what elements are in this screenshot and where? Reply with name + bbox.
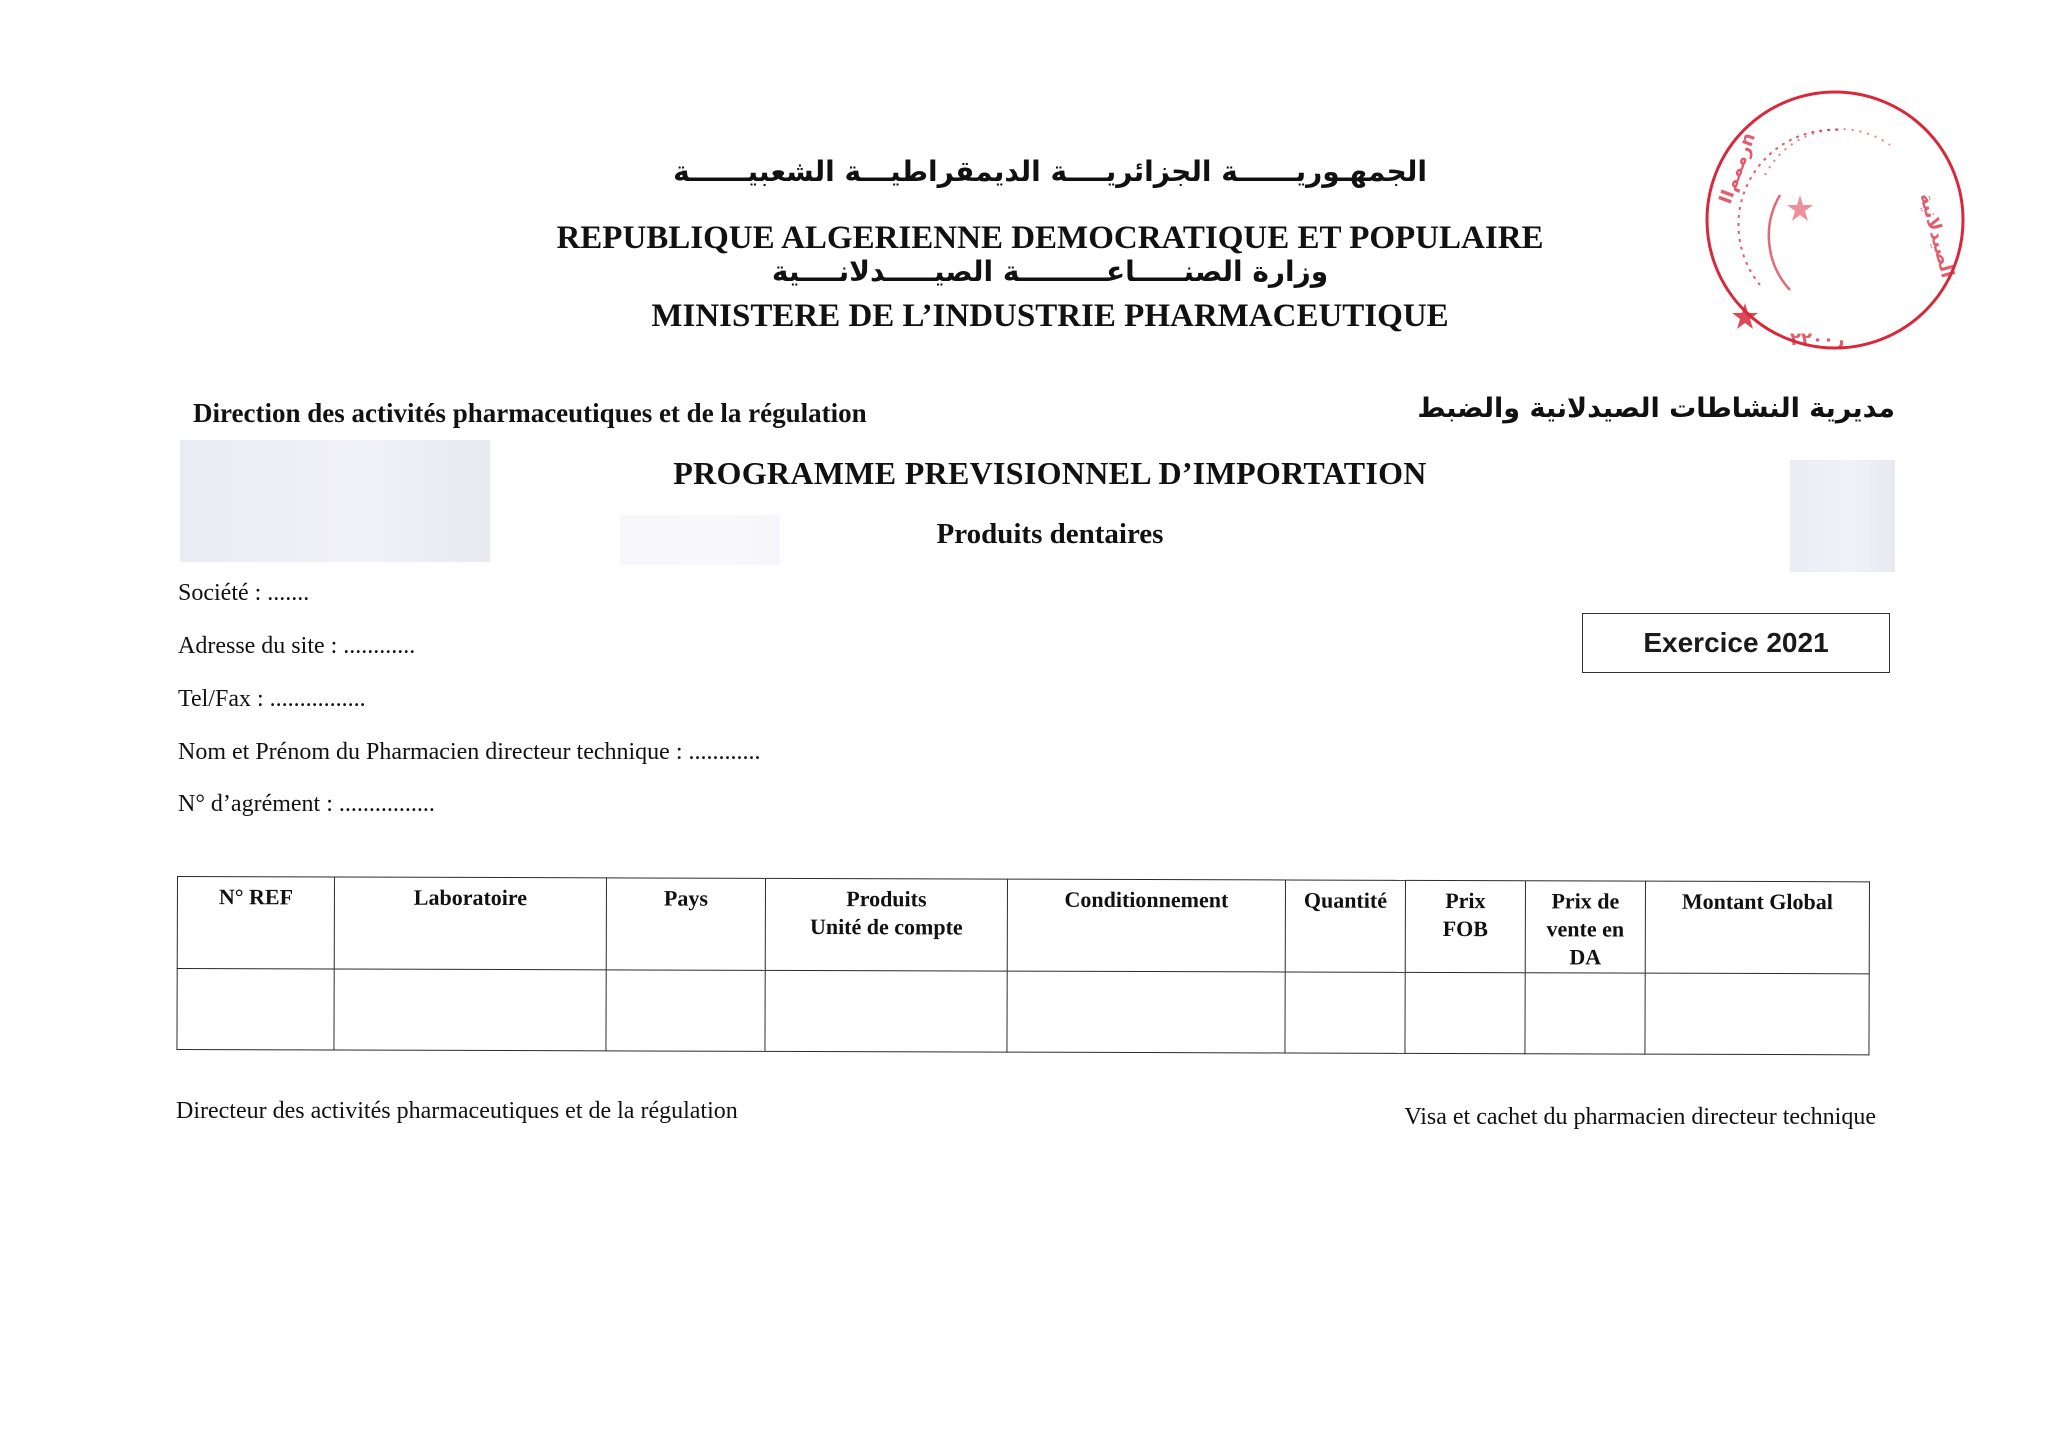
table-header-row <box>177 877 1869 974</box>
col-header-conditionnement: Conditionnement <box>1007 879 1285 972</box>
cell-prix-fob[interactable] <box>1405 972 1525 1053</box>
program-title: PROGRAMME PREVISIONNEL D’IMPORTATION <box>673 455 1427 491</box>
cell-montant[interactable] <box>1645 973 1869 1055</box>
field-pharmacien[interactable]: Nom et Prénom du Pharmacien directeur technique : ............ <box>178 739 761 765</box>
official-seal-icon <box>1690 85 1980 360</box>
scan-shading <box>1790 460 1895 572</box>
cell-laboratoire[interactable] <box>334 969 606 1051</box>
program-subtitle: Produits dentaires <box>936 518 1164 550</box>
svg-text:ر٢٢٠٠: ر٢٢٠٠ <box>1790 329 1845 350</box>
col-header-ref: N° REF <box>177 877 334 969</box>
direction-name: Direction des activités pharmaceutiques et de la régulation <box>193 398 867 428</box>
field-societe[interactable]: Société : ....... <box>178 580 310 606</box>
col-header-prix-fob: Prix FOB <box>1405 880 1525 972</box>
field-tel-fax[interactable]: Tel/Fax : ................ <box>178 686 366 712</box>
ministry-title: MINISTERE DE L’INDUSTRIE PHARMACEUTIQUE <box>651 298 1449 334</box>
ministry-title-arabic: وزارة الصنـــــاعـــــــــة الصيـــــدلانــــية <box>771 255 1329 288</box>
field-adresse[interactable]: Adresse du site : ............ <box>178 633 416 659</box>
col-header-montant: Montant Global <box>1645 881 1869 974</box>
direction-name-arabic: مديرية النشاطات الصيدلانية والضبط <box>1417 393 1895 424</box>
svg-text:الصيدلانية: الصيدلانية <box>1915 190 1958 281</box>
scan-shading <box>180 440 490 562</box>
col-header-pays: Pays <box>606 878 765 970</box>
field-agrement[interactable]: N° d’agrément : ................ <box>178 791 435 817</box>
cell-prix-vente[interactable] <box>1525 973 1645 1054</box>
cell-quantite[interactable] <box>1285 972 1405 1053</box>
col-header-laboratoire: Laboratoire <box>334 877 606 970</box>
table-row <box>177 969 1869 1055</box>
cell-pays[interactable] <box>606 970 765 1051</box>
col-header-produits: Produits Unité de compte <box>765 878 1007 971</box>
republic-title: REPUBLIQUE ALGERIENNE DEMOCRATIQUE ET POPULAIRE <box>556 220 1544 256</box>
svg-text:IIرمممn: IIرمممn <box>1714 130 1760 207</box>
cell-ref[interactable] <box>177 969 334 1050</box>
import-table <box>176 876 1870 1055</box>
col-header-quantite: Quantité <box>1285 880 1405 972</box>
signature-pharmacist: Visa et cachet du pharmacien directeur technique <box>1404 1104 1876 1130</box>
cell-conditionnement[interactable] <box>1007 971 1285 1053</box>
signature-director: Directeur des activités pharmaceutiques et de la régulation <box>176 1098 738 1124</box>
exercice-badge: Exercice 2021 <box>1582 613 1890 673</box>
col-header-prix-vente: Prix de vente en DA <box>1525 881 1645 973</box>
cell-produits[interactable] <box>765 970 1007 1052</box>
republic-title-arabic: الجمهـوريــــــة الجزائريــــة الديمقراطيـــة الشعبيــــــة <box>673 155 1427 188</box>
